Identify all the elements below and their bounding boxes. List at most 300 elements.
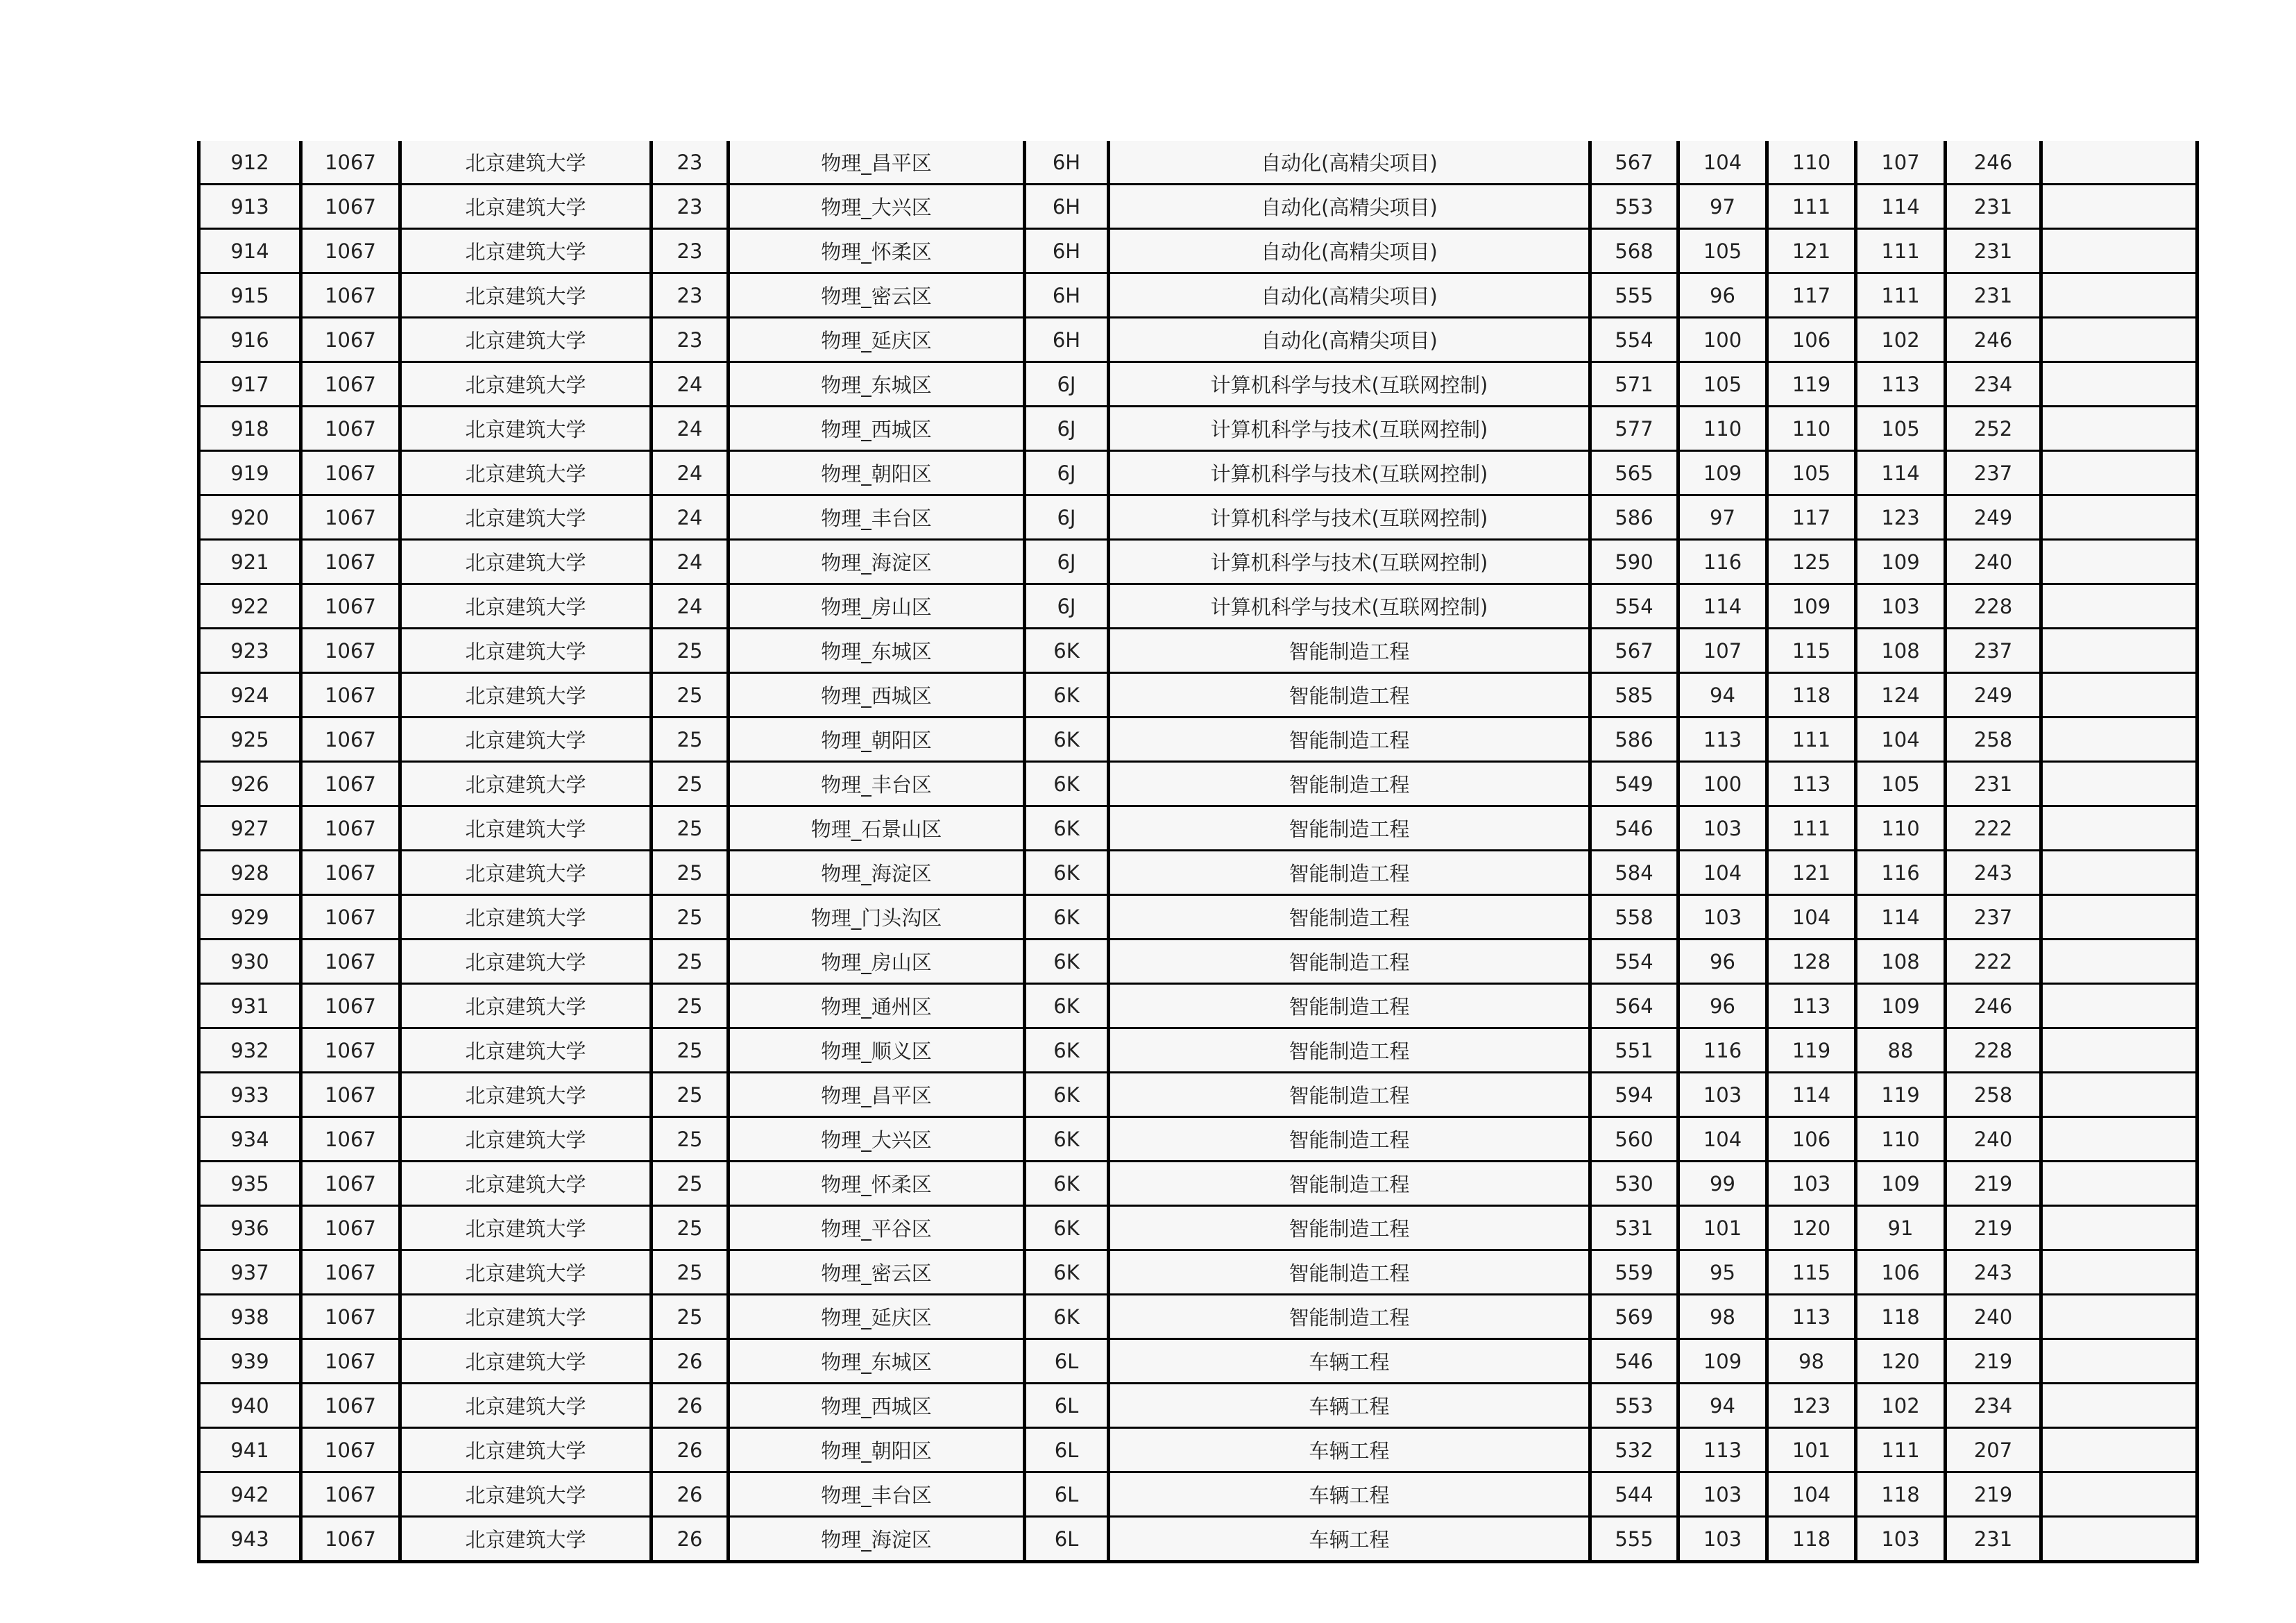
major-name-cell: 计算机科学与技术(互联网控制) xyxy=(1109,407,1590,451)
subject-district-cell: 物理_密云区 xyxy=(729,1250,1025,1295)
table-row xyxy=(199,407,2197,451)
school-code-cell: 1067 xyxy=(301,806,400,851)
chinese-score-cell: 104 xyxy=(1678,141,1767,185)
math-score-cell: 119 xyxy=(1767,1028,1856,1073)
total-score-cell: 554 xyxy=(1590,940,1678,984)
major-code-cell: 6K xyxy=(1025,1162,1109,1206)
english-score-cell: 107 xyxy=(1856,141,1946,185)
subject-district-cell: 物理_门头沟区 xyxy=(729,895,1025,940)
chinese-score-cell: 103 xyxy=(1678,806,1767,851)
chinese-score-cell: 109 xyxy=(1678,451,1767,495)
major-code-cell: 6L xyxy=(1025,1384,1109,1428)
comprehensive-score-cell: 249 xyxy=(1946,495,2041,540)
subject-district-cell: 物理_西城区 xyxy=(729,673,1025,717)
row-number-cell: 927 xyxy=(199,806,301,851)
comprehensive-score-cell: 231 xyxy=(1946,1517,2041,1562)
subject-district-cell: 物理_东城区 xyxy=(729,362,1025,407)
note-cell xyxy=(2041,1295,2197,1339)
english-score-cell: 110 xyxy=(1856,1117,1946,1162)
comprehensive-score-cell: 219 xyxy=(1946,1472,2041,1517)
group-code-cell: 24 xyxy=(652,407,729,451)
school-name-cell: 北京建筑大学 xyxy=(400,273,652,318)
table-row xyxy=(199,1073,2197,1117)
total-score-cell: 555 xyxy=(1590,273,1678,318)
chinese-score-cell: 116 xyxy=(1678,540,1767,584)
english-score-cell: 124 xyxy=(1856,673,1946,717)
subject-district-cell: 物理_密云区 xyxy=(729,273,1025,318)
group-code-cell: 26 xyxy=(652,1428,729,1472)
group-code-cell: 25 xyxy=(652,895,729,940)
note-cell xyxy=(2041,940,2197,984)
school-name-cell: 北京建筑大学 xyxy=(400,895,652,940)
major-name-cell: 智能制造工程 xyxy=(1109,1162,1590,1206)
math-score-cell: 128 xyxy=(1767,940,1856,984)
row-number-cell: 942 xyxy=(199,1472,301,1517)
total-score-cell: 571 xyxy=(1590,362,1678,407)
school-code-cell: 1067 xyxy=(301,1428,400,1472)
math-score-cell: 109 xyxy=(1767,584,1856,629)
english-score-cell: 114 xyxy=(1856,895,1946,940)
major-code-cell: 6J xyxy=(1025,362,1109,407)
major-name-cell: 智能制造工程 xyxy=(1109,940,1590,984)
table-row xyxy=(199,1250,2197,1295)
table-row xyxy=(199,717,2197,762)
chinese-score-cell: 97 xyxy=(1678,185,1767,229)
school-name-cell: 北京建筑大学 xyxy=(400,762,652,806)
chinese-score-cell: 96 xyxy=(1678,984,1767,1028)
chinese-score-cell: 109 xyxy=(1678,1339,1767,1384)
chinese-score-cell: 97 xyxy=(1678,495,1767,540)
chinese-score-cell: 113 xyxy=(1678,717,1767,762)
major-name-cell: 智能制造工程 xyxy=(1109,1028,1590,1073)
note-cell xyxy=(2041,407,2197,451)
comprehensive-score-cell: 240 xyxy=(1946,1295,2041,1339)
row-number-cell: 925 xyxy=(199,717,301,762)
chinese-score-cell: 96 xyxy=(1678,273,1767,318)
subject-district-cell: 物理_丰台区 xyxy=(729,1472,1025,1517)
school-code-cell: 1067 xyxy=(301,451,400,495)
school-code-cell: 1067 xyxy=(301,362,400,407)
total-score-cell: 568 xyxy=(1590,229,1678,273)
english-score-cell: 105 xyxy=(1856,407,1946,451)
table-row xyxy=(199,673,2197,717)
school-code-cell: 1067 xyxy=(301,1250,400,1295)
group-code-cell: 26 xyxy=(652,1472,729,1517)
subject-district-cell: 物理_朝阳区 xyxy=(729,451,1025,495)
major-name-cell: 智能制造工程 xyxy=(1109,1295,1590,1339)
school-name-cell: 北京建筑大学 xyxy=(400,940,652,984)
total-score-cell: 585 xyxy=(1590,673,1678,717)
note-cell xyxy=(2041,984,2197,1028)
note-cell xyxy=(2041,1028,2197,1073)
row-number-cell: 915 xyxy=(199,273,301,318)
note-cell xyxy=(2041,851,2197,895)
school-code-cell: 1067 xyxy=(301,318,400,362)
major-code-cell: 6J xyxy=(1025,540,1109,584)
total-score-cell: 594 xyxy=(1590,1073,1678,1117)
school-name-cell: 北京建筑大学 xyxy=(400,1428,652,1472)
school-code-cell: 1067 xyxy=(301,762,400,806)
major-code-cell: 6K xyxy=(1025,762,1109,806)
row-number-cell: 936 xyxy=(199,1206,301,1250)
note-cell xyxy=(2041,1162,2197,1206)
school-name-cell: 北京建筑大学 xyxy=(400,717,652,762)
comprehensive-score-cell: 258 xyxy=(1946,717,2041,762)
math-score-cell: 113 xyxy=(1767,1295,1856,1339)
english-score-cell: 111 xyxy=(1856,273,1946,318)
table-row xyxy=(199,1384,2197,1428)
group-code-cell: 26 xyxy=(652,1517,729,1562)
school-code-cell: 1067 xyxy=(301,1073,400,1117)
total-score-cell: 558 xyxy=(1590,895,1678,940)
school-name-cell: 北京建筑大学 xyxy=(400,1339,652,1384)
school-code-cell: 1067 xyxy=(301,1117,400,1162)
chinese-score-cell: 98 xyxy=(1678,1295,1767,1339)
row-number-cell: 926 xyxy=(199,762,301,806)
subject-district-cell: 物理_海淀区 xyxy=(729,1517,1025,1562)
major-code-cell: 6J xyxy=(1025,584,1109,629)
math-score-cell: 104 xyxy=(1767,895,1856,940)
school-name-cell: 北京建筑大学 xyxy=(400,362,652,407)
major-name-cell: 自动化(高精尖项目) xyxy=(1109,273,1590,318)
chinese-score-cell: 114 xyxy=(1678,584,1767,629)
total-score-cell: 553 xyxy=(1590,185,1678,229)
table-row xyxy=(199,806,2197,851)
total-score-cell: 530 xyxy=(1590,1162,1678,1206)
chinese-score-cell: 94 xyxy=(1678,673,1767,717)
school-name-cell: 北京建筑大学 xyxy=(400,185,652,229)
table-row xyxy=(199,1517,2197,1562)
row-number-cell: 919 xyxy=(199,451,301,495)
chinese-score-cell: 105 xyxy=(1678,362,1767,407)
major-name-cell: 自动化(高精尖项目) xyxy=(1109,141,1590,185)
subject-district-cell: 物理_昌平区 xyxy=(729,1073,1025,1117)
subject-district-cell: 物理_海淀区 xyxy=(729,540,1025,584)
group-code-cell: 23 xyxy=(652,273,729,318)
row-number-cell: 920 xyxy=(199,495,301,540)
english-score-cell: 119 xyxy=(1856,1073,1946,1117)
row-number-cell: 943 xyxy=(199,1517,301,1562)
major-name-cell: 计算机科学与技术(互联网控制) xyxy=(1109,362,1590,407)
school-name-cell: 北京建筑大学 xyxy=(400,229,652,273)
subject-district-cell: 物理_通州区 xyxy=(729,984,1025,1028)
comprehensive-score-cell: 237 xyxy=(1946,629,2041,673)
total-score-cell: 546 xyxy=(1590,1339,1678,1384)
math-score-cell: 105 xyxy=(1767,451,1856,495)
group-code-cell: 25 xyxy=(652,1206,729,1250)
english-score-cell: 103 xyxy=(1856,584,1946,629)
major-name-cell: 智能制造工程 xyxy=(1109,673,1590,717)
school-name-cell: 北京建筑大学 xyxy=(400,1117,652,1162)
table-row xyxy=(199,629,2197,673)
chinese-score-cell: 113 xyxy=(1678,1428,1767,1472)
major-name-cell: 车辆工程 xyxy=(1109,1472,1590,1517)
comprehensive-score-cell: 228 xyxy=(1946,1028,2041,1073)
major-name-cell: 车辆工程 xyxy=(1109,1428,1590,1472)
table-row xyxy=(199,584,2197,629)
chinese-score-cell: 103 xyxy=(1678,1472,1767,1517)
school-name-cell: 北京建筑大学 xyxy=(400,495,652,540)
major-code-cell: 6K xyxy=(1025,1295,1109,1339)
comprehensive-score-cell: 249 xyxy=(1946,673,2041,717)
subject-district-cell: 物理_西城区 xyxy=(729,407,1025,451)
total-score-cell: 554 xyxy=(1590,318,1678,362)
english-score-cell: 108 xyxy=(1856,940,1946,984)
table-row xyxy=(199,1428,2197,1472)
subject-district-cell: 物理_延庆区 xyxy=(729,318,1025,362)
math-score-cell: 119 xyxy=(1767,362,1856,407)
group-code-cell: 25 xyxy=(652,1295,729,1339)
group-code-cell: 25 xyxy=(652,1250,729,1295)
total-score-cell: 531 xyxy=(1590,1206,1678,1250)
school-name-cell: 北京建筑大学 xyxy=(400,407,652,451)
english-score-cell: 118 xyxy=(1856,1295,1946,1339)
school-code-cell: 1067 xyxy=(301,895,400,940)
table-row xyxy=(199,1162,2197,1206)
school-code-cell: 1067 xyxy=(301,1028,400,1073)
group-code-cell: 25 xyxy=(652,940,729,984)
table-row xyxy=(199,984,2197,1028)
english-score-cell: 104 xyxy=(1856,717,1946,762)
row-number-cell: 917 xyxy=(199,362,301,407)
school-name-cell: 北京建筑大学 xyxy=(400,1472,652,1517)
chinese-score-cell: 103 xyxy=(1678,1517,1767,1562)
math-score-cell: 117 xyxy=(1767,273,1856,318)
note-cell xyxy=(2041,717,2197,762)
table-row xyxy=(199,1117,2197,1162)
row-number-cell: 939 xyxy=(199,1339,301,1384)
school-code-cell: 1067 xyxy=(301,940,400,984)
english-score-cell: 111 xyxy=(1856,229,1946,273)
english-score-cell: 102 xyxy=(1856,1384,1946,1428)
group-code-cell: 24 xyxy=(652,362,729,407)
english-score-cell: 109 xyxy=(1856,1162,1946,1206)
english-score-cell: 106 xyxy=(1856,1250,1946,1295)
major-name-cell: 智能制造工程 xyxy=(1109,806,1590,851)
total-score-cell: 584 xyxy=(1590,851,1678,895)
school-code-cell: 1067 xyxy=(301,540,400,584)
comprehensive-score-cell: 252 xyxy=(1946,407,2041,451)
major-name-cell: 智能制造工程 xyxy=(1109,984,1590,1028)
chinese-score-cell: 107 xyxy=(1678,629,1767,673)
row-number-cell: 941 xyxy=(199,1428,301,1472)
table-row xyxy=(199,895,2197,940)
school-code-cell: 1067 xyxy=(301,1295,400,1339)
row-number-cell: 931 xyxy=(199,984,301,1028)
comprehensive-score-cell: 240 xyxy=(1946,1117,2041,1162)
group-code-cell: 24 xyxy=(652,540,729,584)
total-score-cell: 567 xyxy=(1590,141,1678,185)
group-code-cell: 23 xyxy=(652,318,729,362)
total-score-cell: 546 xyxy=(1590,806,1678,851)
school-code-cell: 1067 xyxy=(301,1517,400,1562)
school-name-cell: 北京建筑大学 xyxy=(400,141,652,185)
major-code-cell: 6K xyxy=(1025,1250,1109,1295)
table-row xyxy=(199,229,2197,273)
major-code-cell: 6K xyxy=(1025,1028,1109,1073)
math-score-cell: 101 xyxy=(1767,1428,1856,1472)
subject-district-cell: 物理_房山区 xyxy=(729,940,1025,984)
table-row xyxy=(199,185,2197,229)
major-code-cell: 6L xyxy=(1025,1428,1109,1472)
english-score-cell: 103 xyxy=(1856,1517,1946,1562)
major-name-cell: 智能制造工程 xyxy=(1109,1206,1590,1250)
chinese-score-cell: 101 xyxy=(1678,1206,1767,1250)
note-cell xyxy=(2041,1517,2197,1562)
group-code-cell: 26 xyxy=(652,1339,729,1384)
school-name-cell: 北京建筑大学 xyxy=(400,451,652,495)
math-score-cell: 118 xyxy=(1767,1517,1856,1562)
table-row xyxy=(199,1295,2197,1339)
total-score-cell: 590 xyxy=(1590,540,1678,584)
note-cell xyxy=(2041,1428,2197,1472)
comprehensive-score-cell: 231 xyxy=(1946,229,2041,273)
school-code-cell: 1067 xyxy=(301,141,400,185)
comprehensive-score-cell: 219 xyxy=(1946,1339,2041,1384)
note-cell xyxy=(2041,318,2197,362)
english-score-cell: 114 xyxy=(1856,451,1946,495)
major-name-cell: 计算机科学与技术(互联网控制) xyxy=(1109,540,1590,584)
school-code-cell: 1067 xyxy=(301,1339,400,1384)
school-name-cell: 北京建筑大学 xyxy=(400,851,652,895)
major-code-cell: 6K xyxy=(1025,984,1109,1028)
math-score-cell: 117 xyxy=(1767,495,1856,540)
subject-district-cell: 物理_延庆区 xyxy=(729,1295,1025,1339)
total-score-cell: 569 xyxy=(1590,1295,1678,1339)
total-score-cell: 560 xyxy=(1590,1117,1678,1162)
comprehensive-score-cell: 234 xyxy=(1946,362,2041,407)
major-name-cell: 计算机科学与技术(互联网控制) xyxy=(1109,584,1590,629)
subject-district-cell: 物理_大兴区 xyxy=(729,185,1025,229)
major-name-cell: 智能制造工程 xyxy=(1109,717,1590,762)
group-code-cell: 23 xyxy=(652,185,729,229)
chinese-score-cell: 105 xyxy=(1678,229,1767,273)
total-score-cell: 586 xyxy=(1590,717,1678,762)
note-cell xyxy=(2041,495,2197,540)
note-cell xyxy=(2041,273,2197,318)
chinese-score-cell: 95 xyxy=(1678,1250,1767,1295)
group-code-cell: 24 xyxy=(652,584,729,629)
subject-district-cell: 物理_昌平区 xyxy=(729,141,1025,185)
note-cell xyxy=(2041,895,2197,940)
comprehensive-score-cell: 219 xyxy=(1946,1206,2041,1250)
chinese-score-cell: 94 xyxy=(1678,1384,1767,1428)
school-code-cell: 1067 xyxy=(301,629,400,673)
major-code-cell: 6K xyxy=(1025,1073,1109,1117)
comprehensive-score-cell: 246 xyxy=(1946,984,2041,1028)
comprehensive-score-cell: 231 xyxy=(1946,762,2041,806)
table-row xyxy=(199,495,2197,540)
major-code-cell: 6K xyxy=(1025,851,1109,895)
table-row xyxy=(199,1206,2197,1250)
total-score-cell: 544 xyxy=(1590,1472,1678,1517)
total-score-cell: 551 xyxy=(1590,1028,1678,1073)
comprehensive-score-cell: 240 xyxy=(1946,540,2041,584)
group-code-cell: 23 xyxy=(652,141,729,185)
row-number-cell: 934 xyxy=(199,1117,301,1162)
english-score-cell: 111 xyxy=(1856,1428,1946,1472)
chinese-score-cell: 100 xyxy=(1678,762,1767,806)
subject-district-cell: 物理_石景山区 xyxy=(729,806,1025,851)
math-score-cell: 111 xyxy=(1767,717,1856,762)
chinese-score-cell: 104 xyxy=(1678,851,1767,895)
major-code-cell: 6K xyxy=(1025,1206,1109,1250)
english-score-cell: 120 xyxy=(1856,1339,1946,1384)
table-body xyxy=(199,141,2197,1562)
comprehensive-score-cell: 219 xyxy=(1946,1162,2041,1206)
school-code-cell: 1067 xyxy=(301,673,400,717)
english-score-cell: 105 xyxy=(1856,762,1946,806)
major-code-cell: 6H xyxy=(1025,273,1109,318)
english-score-cell: 102 xyxy=(1856,318,1946,362)
row-number-cell: 913 xyxy=(199,185,301,229)
group-code-cell: 25 xyxy=(652,1028,729,1073)
school-name-cell: 北京建筑大学 xyxy=(400,1384,652,1428)
comprehensive-score-cell: 234 xyxy=(1946,1384,2041,1428)
note-cell xyxy=(2041,1250,2197,1295)
total-score-cell: 555 xyxy=(1590,1517,1678,1562)
math-score-cell: 111 xyxy=(1767,806,1856,851)
major-code-cell: 6H xyxy=(1025,141,1109,185)
group-code-cell: 25 xyxy=(652,851,729,895)
school-name-cell: 北京建筑大学 xyxy=(400,318,652,362)
major-code-cell: 6J xyxy=(1025,407,1109,451)
major-name-cell: 车辆工程 xyxy=(1109,1339,1590,1384)
subject-district-cell: 物理_朝阳区 xyxy=(729,1428,1025,1472)
school-name-cell: 北京建筑大学 xyxy=(400,1162,652,1206)
english-score-cell: 110 xyxy=(1856,806,1946,851)
row-number-cell: 928 xyxy=(199,851,301,895)
english-score-cell: 109 xyxy=(1856,984,1946,1028)
total-score-cell: 559 xyxy=(1590,1250,1678,1295)
subject-district-cell: 物理_怀柔区 xyxy=(729,1162,1025,1206)
comprehensive-score-cell: 222 xyxy=(1946,806,2041,851)
table-row xyxy=(199,451,2197,495)
group-code-cell: 25 xyxy=(652,717,729,762)
row-number-cell: 914 xyxy=(199,229,301,273)
school-code-cell: 1067 xyxy=(301,229,400,273)
major-name-cell: 自动化(高精尖项目) xyxy=(1109,229,1590,273)
english-score-cell: 118 xyxy=(1856,1472,1946,1517)
table-row xyxy=(199,940,2197,984)
note-cell xyxy=(2041,629,2197,673)
table-row xyxy=(199,851,2197,895)
math-score-cell: 111 xyxy=(1767,185,1856,229)
comprehensive-score-cell: 231 xyxy=(1946,273,2041,318)
row-number-cell: 935 xyxy=(199,1162,301,1206)
table-row xyxy=(199,1028,2197,1073)
subject-district-cell: 物理_大兴区 xyxy=(729,1117,1025,1162)
school-code-cell: 1067 xyxy=(301,1384,400,1428)
school-name-cell: 北京建筑大学 xyxy=(400,673,652,717)
school-code-cell: 1067 xyxy=(301,1162,400,1206)
group-code-cell: 24 xyxy=(652,495,729,540)
school-code-cell: 1067 xyxy=(301,273,400,318)
major-code-cell: 6J xyxy=(1025,451,1109,495)
school-name-cell: 北京建筑大学 xyxy=(400,1073,652,1117)
math-score-cell: 115 xyxy=(1767,629,1856,673)
subject-district-cell: 物理_西城区 xyxy=(729,1384,1025,1428)
note-cell xyxy=(2041,673,2197,717)
row-number-cell: 912 xyxy=(199,141,301,185)
row-number-cell: 918 xyxy=(199,407,301,451)
table-row xyxy=(199,318,2197,362)
math-score-cell: 113 xyxy=(1767,762,1856,806)
table-row xyxy=(199,273,2197,318)
major-name-cell: 计算机科学与技术(互联网控制) xyxy=(1109,451,1590,495)
english-score-cell: 91 xyxy=(1856,1206,1946,1250)
major-name-cell: 自动化(高精尖项目) xyxy=(1109,318,1590,362)
